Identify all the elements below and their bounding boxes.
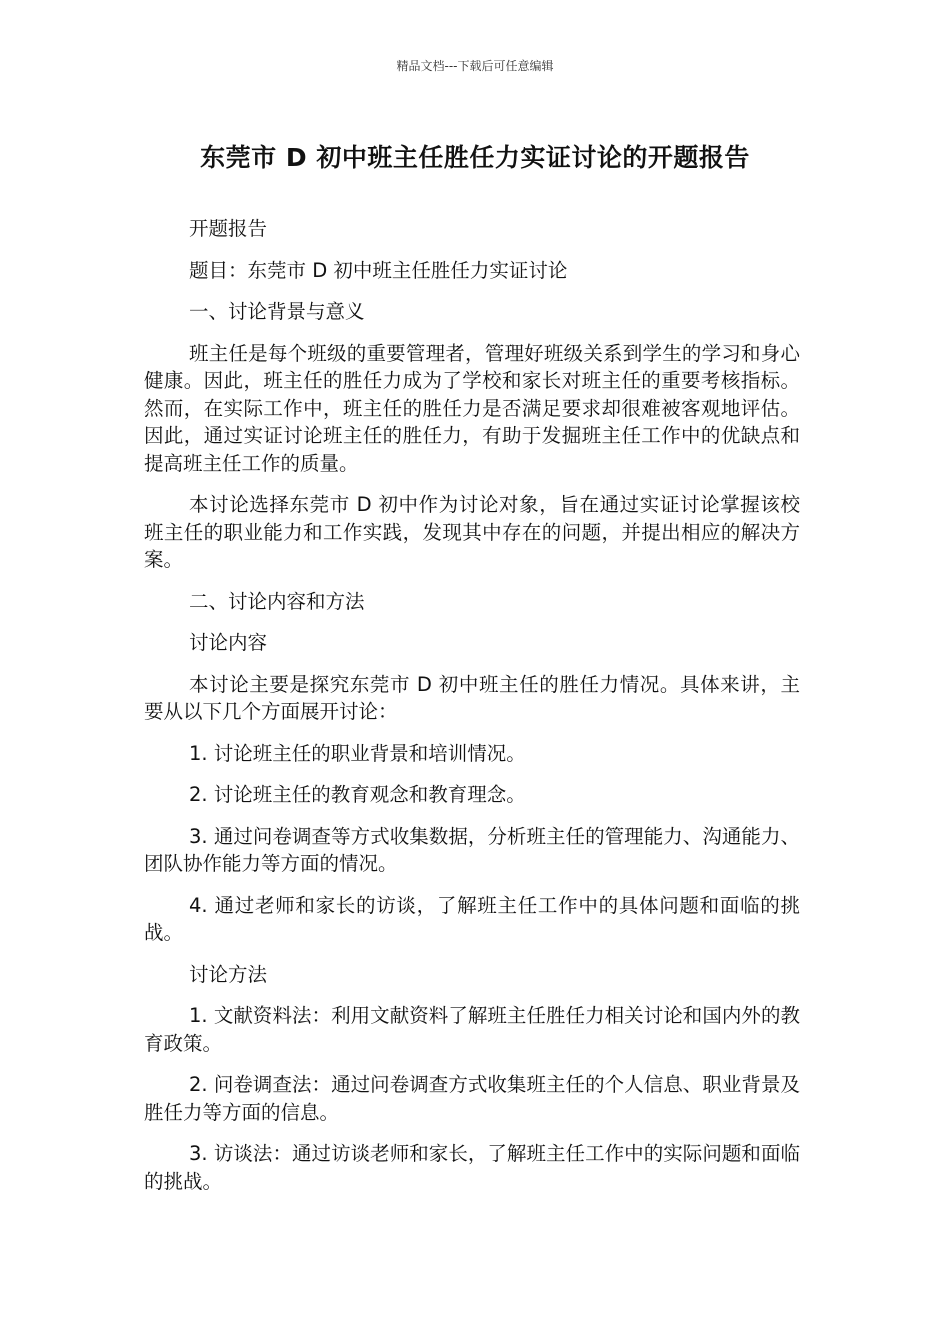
paragraph-background-1: 班主任是每个班级的重要管理者，管理好班级关系到学生的学习和身心健康。因此，班主任的胜任力成为了学校和家长对班主任的重要考核指标。然而，在实际工作中，班主任的胜任力是否满足要求却很难被客观地评估。因此，通过实证讨论班主任的胜任力，有助于发掘班主任工作中的优缺点和提高班主任工作的质量。 xyxy=(144,341,800,475)
list-item-content-3: 3. 通过问卷调查等方式收集数据，分析班主任的管理能力、沟通能力、团队协作能力等方面的情况。 xyxy=(144,824,800,875)
heading-background: 一、讨论背景与意义 xyxy=(189,300,365,323)
header-note: 精品文档---下载后可任意编辑 xyxy=(396,59,554,73)
list-item-content-4: 4. 通过老师和家长的访谈，了解班主任工作中的具体问题和面临的挑战。 xyxy=(144,893,800,944)
list-item-content-2: 2. 讨论班主任的教育观念和教育理念。 xyxy=(189,783,526,806)
document-body xyxy=(144,215,800,1209)
section-label-report: 开题报告 xyxy=(189,217,268,240)
document-title: 东莞市 D 初中班主任胜任力实证讨论的开题报告 xyxy=(200,143,750,172)
subheading-method: 讨论方法 xyxy=(189,962,268,986)
list-item-method-3: 3. 访谈法：通过访谈老师和家长，了解班主任工作中的实际问题和面临的挑战。 xyxy=(144,1142,800,1193)
list-item-method-2: 2. 问卷调查法：通过问卷调查方式收集班主任的个人信息、职业背景及胜任力等方面的信息。 xyxy=(144,1073,800,1124)
heading-content-method: 二、讨论内容和方法 xyxy=(189,589,365,613)
topic-line: 题目：东莞市 D 初中班主任胜任力实证讨论 xyxy=(189,258,568,282)
paragraph-content-intro: 本讨论主要是探究东莞市 D 初中班主任的胜任力情况。具体来讲，主要从以下几个方面展开讨论： xyxy=(144,672,800,723)
paragraph-background-2: 本讨论选择东莞市 D 初中作为讨论对象，旨在通过实证讨论掌握该校班主任的职业能力和工作实践，发现其中存在的问题，并提出相应的解决方案。 xyxy=(144,493,800,571)
list-item-method-1: 1. 文献资料法：利用文献资料了解班主任胜任力相关讨论和国内外的教育政策。 xyxy=(144,1004,800,1055)
list-item-content-1: 1. 讨论班主任的职业背景和培训情况。 xyxy=(189,741,526,765)
subheading-content: 讨论内容 xyxy=(189,631,268,654)
